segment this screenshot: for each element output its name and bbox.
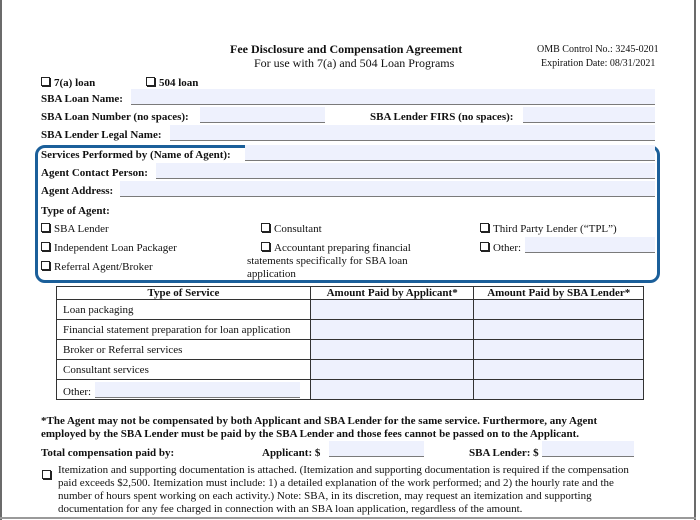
services-performed-label: Services Performed by (Name of Agent): xyxy=(41,149,231,161)
lender-amount-input[interactable] xyxy=(474,320,644,340)
checkbox-icon[interactable] xyxy=(146,77,155,86)
service-other-cell: Other: xyxy=(57,380,311,400)
lender-name-input[interactable] xyxy=(170,125,655,141)
agent-contact-label: Agent Contact Person: xyxy=(41,167,148,179)
header-amount-lender: Amount Paid by SBA Lender* xyxy=(474,287,644,300)
checkbox-icon[interactable] xyxy=(41,77,50,86)
itemization-line-1: Itemization and supporting documentation is attached. (Itemization and supporting documentation is required if the compensation xyxy=(58,464,629,476)
checkbox-icon[interactable] xyxy=(480,242,489,251)
lender-amount-input[interactable] xyxy=(474,360,644,380)
firs-label: SBA Lender FIRS (no spaces): xyxy=(370,111,514,123)
header-type-of-service: Type of Service xyxy=(57,287,311,300)
omb-control-number: OMB Control No.: 3245-0201 xyxy=(537,44,659,55)
checkbox-icon[interactable] xyxy=(41,242,50,251)
checkbox-icon[interactable] xyxy=(41,261,50,270)
service-name: Financial statement preparation for loan application xyxy=(57,320,311,340)
table-row xyxy=(57,380,644,400)
agent-type-referral-broker[interactable]: Referral Agent/Broker xyxy=(41,261,153,273)
service-other-input[interactable] xyxy=(95,382,300,398)
agent-address-label: Agent Address: xyxy=(41,185,114,197)
applicant-amount-input[interactable] xyxy=(310,340,474,360)
agent-other-input[interactable] xyxy=(525,237,655,253)
agent-type-other[interactable]: Other: xyxy=(480,242,521,254)
itemization-checkbox[interactable] xyxy=(42,466,55,484)
itemization-line-3: number of hours spent working on each activity.) Note: SBA, in its discretion, may request an itemization and supporting xyxy=(58,490,592,502)
page-border-left xyxy=(0,0,2,520)
checkbox-icon[interactable] xyxy=(261,242,270,251)
applicant-amount-input[interactable] xyxy=(310,300,474,320)
total-applicant-input[interactable] xyxy=(329,441,424,457)
checkbox-icon[interactable] xyxy=(261,223,270,232)
lender-name-label: SBA Lender Legal Name: xyxy=(41,129,162,141)
agent-type-tpl[interactable]: Third Party Lender (“TPL”) xyxy=(480,223,617,235)
expiration-date: Expiration Date: 08/31/2021 xyxy=(541,58,656,69)
loan-number-label: SBA Loan Number (no spaces): xyxy=(41,111,189,123)
loan-number-input[interactable] xyxy=(200,107,325,123)
applicant-amount-input[interactable] xyxy=(310,380,474,400)
form-title: Fee Disclosure and Compensation Agreement xyxy=(230,42,463,56)
agent-type-label: Type of Agent: xyxy=(41,205,110,217)
table-row xyxy=(57,360,644,380)
service-name: Consultant services xyxy=(57,360,311,380)
agent-type-sba-lender[interactable]: SBA Lender xyxy=(41,223,109,235)
firs-input[interactable] xyxy=(523,107,655,123)
compensation-note-line-1: *The Agent may not be compensated by both Applicant and SBA Lender for the same service. Furthermore, any Agent xyxy=(41,415,598,427)
total-compensation-label: Total compensation paid by: xyxy=(41,447,175,459)
applicant-amount-input[interactable] xyxy=(310,320,474,340)
checkbox-504-loan[interactable]: 504 loan xyxy=(146,77,198,89)
accountant-label-cont-2: application xyxy=(247,268,296,280)
form-subtitle: For use with 7(a) and 504 Loan Programs xyxy=(254,56,455,70)
services-table xyxy=(56,286,644,400)
checkbox-icon[interactable] xyxy=(42,470,51,479)
accountant-label-cont-1: statements specifically for SBA loan xyxy=(247,255,408,267)
agent-type-consultant[interactable]: Consultant xyxy=(261,223,322,235)
checkbox-icon[interactable] xyxy=(480,223,489,232)
compensation-note-line-2: employed by the SBA Lender must be paid by the SBA Lender and those fees cannot be passed on to the Applicant. xyxy=(41,428,580,440)
service-name: Loan packaging xyxy=(57,300,311,320)
lender-amount-input[interactable] xyxy=(474,380,644,400)
total-lender-label: SBA Lender: $ xyxy=(469,447,539,459)
agent-name-input[interactable] xyxy=(245,145,655,161)
table-row xyxy=(57,300,644,320)
header-amount-applicant: Amount Paid by Applicant* xyxy=(310,287,474,300)
loan-name-input[interactable] xyxy=(131,89,655,105)
lender-amount-input[interactable] xyxy=(474,340,644,360)
loan-name-label: SBA Loan Name: xyxy=(41,93,123,105)
service-name: Broker or Referral services xyxy=(57,340,311,360)
agent-contact-input[interactable] xyxy=(156,163,655,179)
table-header-row xyxy=(57,287,644,300)
total-lender-input[interactable] xyxy=(542,441,634,457)
agent-type-loan-packager[interactable]: Independent Loan Packager xyxy=(41,242,177,254)
lender-amount-input[interactable] xyxy=(474,300,644,320)
total-applicant-label: Applicant: $ xyxy=(262,447,321,459)
agent-address-input[interactable] xyxy=(120,181,655,197)
itemization-line-2: paid exceeds $2,500. Itemization must include: 1) a detailed explanation of the work performed; and 2) the hourly rate and the xyxy=(58,477,614,489)
itemization-line-4: documentation for any fee charged in connection with an SBA loan application, regardless of the amount. xyxy=(58,503,523,515)
page-border-right xyxy=(694,0,696,520)
checkbox-7a-loan[interactable]: 7(a) loan xyxy=(41,77,95,89)
applicant-amount-input[interactable] xyxy=(310,360,474,380)
page-border-bottom xyxy=(0,517,696,519)
agent-type-accountant[interactable]: Accountant preparing financial xyxy=(261,242,411,254)
table-row xyxy=(57,320,644,340)
table-row xyxy=(57,340,644,360)
checkbox-icon[interactable] xyxy=(41,223,50,232)
